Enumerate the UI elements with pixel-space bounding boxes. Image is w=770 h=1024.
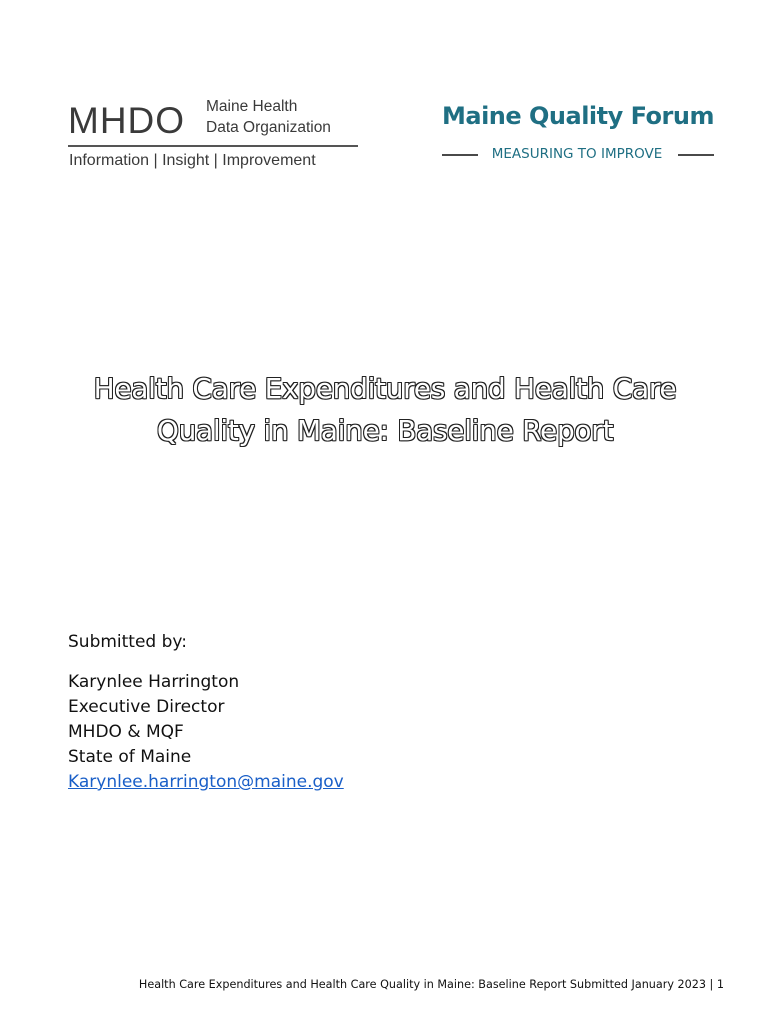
submitter-position: Executive Director: [68, 697, 225, 717]
mqf-logo-tagline: MEASURING TO IMPROVE: [491, 146, 663, 162]
report-title: [60, 368, 710, 452]
submitter-state: State of Maine: [68, 747, 192, 767]
submitted-by-label: Submitted by:: [68, 632, 187, 652]
submitter-email-link[interactable]: Karynlee.harrington@maine.gov: [68, 772, 344, 792]
mhdo-logo-line-2: Data Organization: [206, 119, 331, 136]
mqf-logo: [436, 98, 720, 170]
mqf-logo-right-rule: [678, 154, 714, 156]
page-footer: Health Care Expenditures and Health Care Quality in Maine: Baseline Report Submitted January 2023 | 1: [138, 978, 724, 991]
submitter-name: Karynlee Harrington: [68, 672, 240, 692]
mhdo-logo-divider: [68, 145, 358, 147]
mhdo-logo-tagline: Information | Insight | Improvement: [69, 152, 316, 169]
mqf-logo-title: Maine Quality Forum: [442, 102, 714, 130]
mhdo-logo-line-1: Maine Health: [206, 98, 298, 115]
mhdo-logo-mark: MHDO: [68, 100, 186, 141]
report-title-line-1: Health Care Expenditures and Health Care: [93, 372, 677, 405]
mhdo-logo: [68, 95, 360, 175]
submitter-organization: MHDO & MQF: [68, 722, 184, 742]
submitted-by-block: [68, 630, 568, 795]
mqf-logo-left-rule: [442, 154, 478, 156]
report-title-line-2: Quality in Maine: Baseline Report: [156, 414, 614, 447]
